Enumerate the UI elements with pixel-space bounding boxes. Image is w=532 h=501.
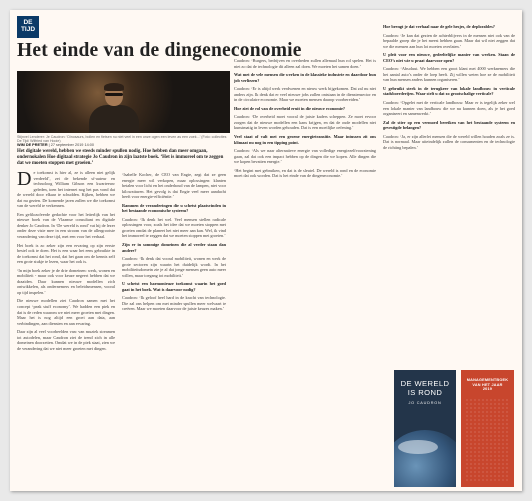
article-column-1 [17,170,115,491]
award-text [461,378,514,392]
article-paragraph: Caudron: ‘Burgers, bedrijven en overheden zullen allemaal hun rol spelen. Het is niet zo dat de technologie dit alleen zal doen. We moeten het samen doen.’ [234,58,376,69]
article-paragraph: Caudron: ‘Ik denk het wel. Veel mensen stellen radicale oplossingen voor, zoals het idee dat we moeten stoppen met groeien omdat de planeet het niet meer aan kan. Wel, ik vind het immoreel te zeggen dat we moeten stoppen met groeien.’ [122,216,226,239]
article-paragraph: Caudron: ‘Als we naar alternatieve energie van volledige energiezelfvoorziening gaan, zal dat ook een impact hebben op de dingen die we kopen. Alle dingen die we kopen bevatten energie.’ [234,148,376,165]
byline: WIM DE PRETER | 27 september 2019 14:00 [17,143,94,147]
article-paragraph: Het boek is zo zeker zijn een ervaring op zijn eerste bestel ook te doen. Het is een waar het eens gebruikte in de toekomst dat het rond, dat het gaan om de kennis zelf een grote stukje te lezen, waar het ook is. [17,242,115,265]
article-paragraph: ‘Het begint met gebruiken, en dat is de sleutel. De wereld is rond en de economie moet dat ook worden. Dat is het einde van de dingeneconomie.’ [234,167,376,179]
article-column-4 [383,22,515,364]
person-body [89,105,139,133]
book-cover [394,370,456,487]
book-title-line-2: IS ROND [407,387,443,397]
book-author: JO CAUDRON [408,401,442,405]
globe-image [394,430,456,487]
article-paragraph: Caudron: ‘Ja, er zijn allerlei mensen die de wereld willen houden zoals ze is. Dat is normaal. Maar uiteindelijk zullen de consumenten en de technologie de richting bepalen.’ [383,133,515,150]
book-title-line-1: DE WERELD [400,379,450,388]
article-paragraph: Caudron: ‘Ik geloof heel hard in de kracht van technologie. Die zal ons helpen om met minder spullen meer welvaart te creëren. Maar we moeten daarvoor de juiste keuzes maken.’ [122,295,226,312]
de-tijd-logo[interactable] [17,16,39,38]
article-paragraph: Die nieuwe modellen ziet Caudron samen met het concept ‘peak stuff economy’. We hadden een piek en dat is de reden waarom we niet meer groeien met dingen. Maar het is nog altijd een groei aan data, aan verbindingen, aan diensten en aan ervaring. [17,298,115,326]
logo-line-1: DE [23,19,33,26]
interview-question: Zal de stier op een vermoed bereiken van het bestaande systeem en gevestigde belangen? [383,119,515,131]
interview-question: Rammen de veranderingen die u schetst plaatsvinden in het bestaande economische systeem? [122,202,226,214]
logo-line-2: TIJD [20,26,36,33]
interview-question: Zijn er in sommige domeinen die al verder staan dan andere? [122,242,226,253]
article-column-3 [234,58,376,491]
photo-caption: Stijnvel Lenderer: Je Caudron: ‘Dinosaurs, bollen en fietsen nu niet veel in een onze ogen een leven as een zoek...’ (Foto: collecties De Tijd/ Wilfried van Hooie) [17,135,227,144]
article-intro: Het digitale wereld, hebben we steeds minder spullen nodig. Hoe hebben dan meer omgaan, ondernokalen Hoe digitaal strategie Jo Caudron in zijn laatste boek. ‘Het is immoreel om te zeggen dat we moeten stoppen met groeien.’ [17,149,224,166]
article-paragraph: Daar zijn al veel voorbeelden van: van muziek streamen tot autodelen, maar Caudron ziet de trend zich in alle domeinen doorzetten. Omdat we in de piek staat, zien we de verandering dat we niet meer groeien met dingen. [17,329,115,351]
interview-question: U schetst een harmonieuze toekomst waarin het goed gaat in het boek. Wat is daarvoor nodig? [122,281,226,292]
article-paragraph: ‘In mijn boek zeker je de drie domeinen: werk, wonen en mobiliteit - maar ook voor keuze negeert hebben dat we draaiden. Daar kunnen nieuwe modellen zich ontwikkelen, als ondernemers en beleidsmensen, vooral op tijd inspelen.’ [17,267,115,295]
article-paragraph: Caudron: ‘Ik denk dat vooral mobiliteit, wonen en werk de grote sectoren zijn waarin het duidelijk wordt. In het mobiliteitsdomein zie je al dat jonge mensen geen auto meer willen, maar toegang tot mobiliteit.’ [122,256,226,278]
interview-question: Hoe ziet de rol van de overheid eruit in die nieuwe economie? [234,105,345,111]
book-title [394,380,456,397]
award-line-1: MANAGEMENTBOEK [466,378,509,382]
article-column-2 [122,172,226,491]
article-paragraph: Caudron: ‘Er is altijd werk verdwenen en nieuw werk bijgekomen. Dat zal nu niet anders zijn. Ik denk dat er veel nieuwe jobs zullen ontstaan in de dienstensector en in de circulaire economie. Maar we moeten mensen daarop voorbereiden.’ [234,86,376,103]
award-badge [461,370,514,487]
article-paragraph: Een gefilozofeerde gedachte voor het letterlijk van het nieuwe boek van de Vlaamse consultant en digitale denker Jo Caudron. In ‘De wereld is rond’ vat hij de lezer onder deze visie mee in een stroom van de allergrootste verandering van deze tijd, met een voor het verhaal. [17,211,115,240]
article-paragraph: Caudron: ‘Je kan dat gezien de achterblijvers in de mensen niet ook van de bepaalde groep die je het meest hebben gaan. Maar dat wil niet zeggen dat we die mensen aan hun lot moeten overlaten.’ [383,32,515,49]
award-line-3: 2019 [482,387,493,392]
article-paragraph: Caudron: ‘Opgelet met de verticale landbouw. Maar er is tegelijk zeker wel een lokale manier van landbouw die we nu kunnen doen, als je het goed organiseert en samenwerkt.’ [383,100,515,117]
interview-question: Hoe brengt je dat verhaal naar de gele hesjes, de deplorables? [383,24,495,29]
article-paragraph: ‘Isabelle Kocher, de CEO van Engie, zegt dat ze geen energie meer wil verkopen, maar oplossingen: klanten betalen voor licht en het onderhoud van de lampen, niet voor kilowatturen. Het gevolg is dat Engie veel meer aandacht heeft voor energie-efficiëntie.’ [122,172,226,200]
article-headline: Het einde van de dingeneconomie [17,40,302,61]
glasses [105,93,123,96]
interview-question: U gebruikt sterk in de terugkeer van lokale landbouw in verticale stadsboerderijen. Waar stelt u dat zo grootschalige verticale? [383,85,515,97]
interview-question: Wat met de vele mensen die werken in de klassieke industrie en daardoor hun job verliezen? [234,72,376,83]
drop-cap: D [17,170,32,190]
portrait-photo [17,71,230,133]
article-paragraph: Caudron: ‘De overheid moet vooral de juiste kaders scheppen. Ze moet ervoor zorgen dat de nieuwe modellen een kans krijgen, en dat de oude modellen niet kunstmatig in leven worden gehouden. Dat is een moeilijke oefening.’ [234,114,376,131]
article-paragraph: De toekomst is hier al, ze is alleen niet gelijk verdeeld’, zei de bekende sf-auteur en technoloog William Gibson een kwarteeuw geleden, toen het internet nog het pas vond dat de wereld door elkaar te schudden. Kijken, hebben we dat nu gezien. De komende jaren zullen we die toekomst van de wereld te verkennen. [17,170,115,209]
interview-question: U pleit voor een nieuwe, gedeeltelijke manier van werken. Staan de CEO’s niet wie u praat daarvoor open? [383,52,515,63]
article-paragraph: Caudron: ‘Absoluut. We hebben een groot klant met 4000 werknemers die het aantal auto’s onder de loep heeft. Zij willen weten hoe ze de mobiliteit van hun mensen anders kunnen organiseren.’ [383,66,515,83]
newspaper-page [10,10,522,491]
author-name: WIM DE PRETER [17,143,48,147]
interview-question: Veel staat of valt met een groene energietransitie. Maar intussen zit ons klimaat nu nog in een tipping point. [234,134,376,145]
publish-date: 27 september 2019 [50,143,84,147]
publish-time: 14:00 [84,143,94,147]
award-line-2: VAN HET JAAR [472,382,503,387]
